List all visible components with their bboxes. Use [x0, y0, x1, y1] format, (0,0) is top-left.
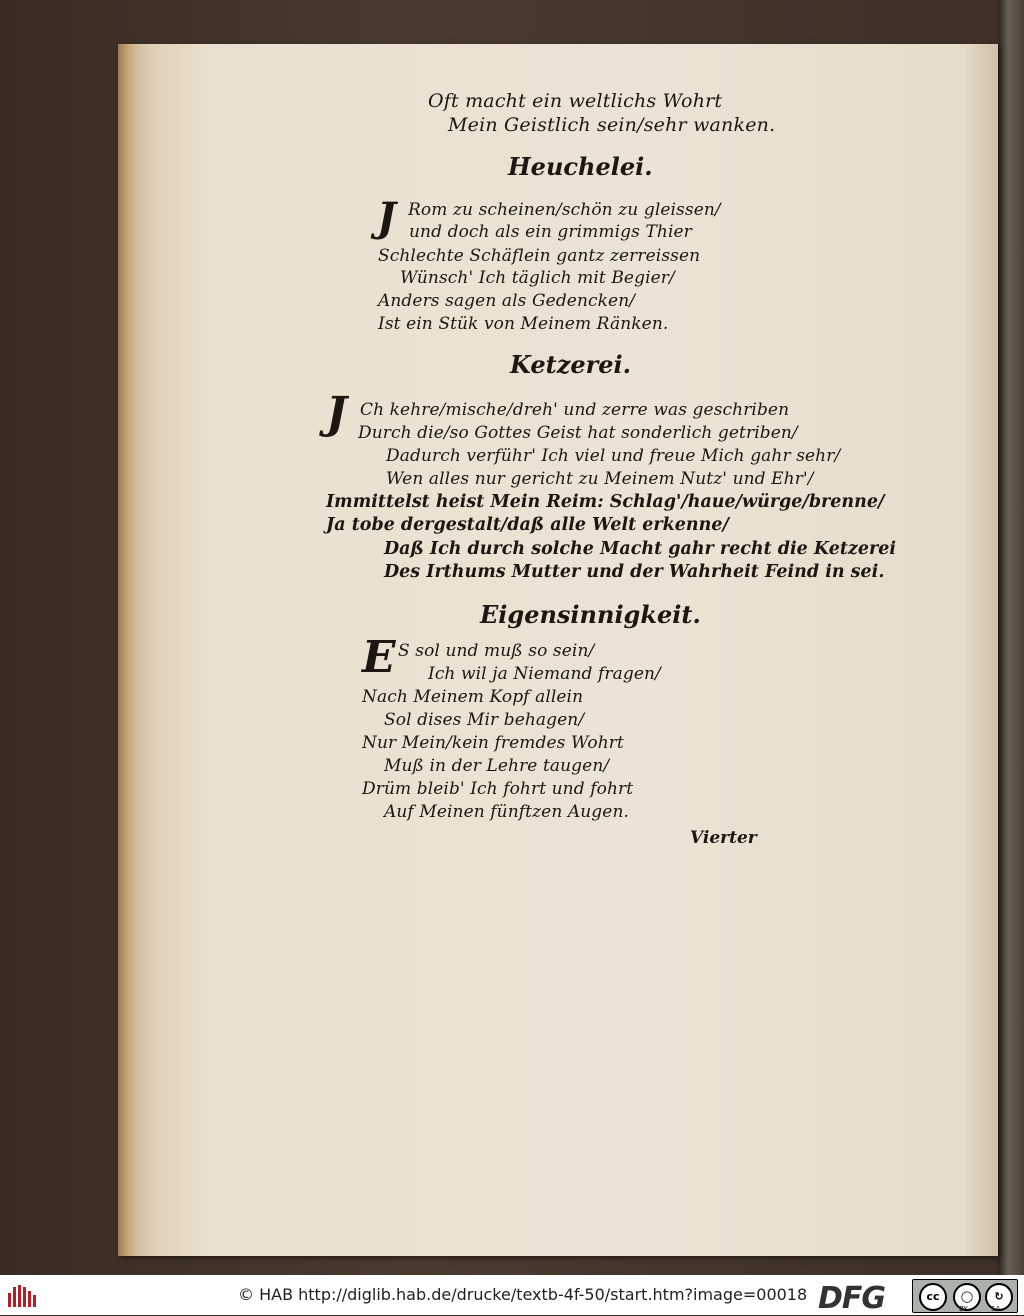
verse-line: Daß Ich durch solche Macht gahr recht die Ketzerei	[384, 539, 897, 559]
motto-line-1: Oft macht ein weltlichs Wohrt	[428, 90, 723, 112]
motto-line-2: Mein Geistlich sein/sehr wanken.	[448, 114, 776, 136]
dropcap-i: J	[326, 388, 347, 439]
copyright-link[interactable]: © HAB http://diglib.hab.de/drucke/textb-4f-50/start.htm?image=00018	[238, 1285, 808, 1304]
hab-logo-icon	[8, 1285, 38, 1307]
cc-license-badge[interactable]	[912, 1279, 1018, 1313]
heading-heuchelei: Heuchelei.	[508, 152, 653, 181]
heading-eigensinnigkeit: Eigensinnigkeit.	[480, 600, 701, 629]
verse-line: Nur Mein/kein fremdes Wohrt	[362, 733, 624, 753]
verse-line: Wünsch' Ich täglich mit Begier/	[400, 268, 675, 288]
dropcap-j: J	[377, 194, 396, 241]
catchword: Vierter	[690, 828, 757, 848]
dropcap-e: E	[362, 632, 396, 683]
verse-line: Ist ein Stük von Meinem Ränken.	[378, 314, 669, 334]
share-alike-icon: ↻	[985, 1283, 1013, 1311]
verse-line: Dadurch verführ' Ich viel und freue Mich gahr sehr/	[386, 446, 841, 466]
verse-line: Ich wil ja Niemand fragen/	[428, 664, 661, 684]
verse-line: Immittelst heist Mein Reim: Schlag'/haue/würge/brenne/	[326, 492, 885, 512]
verse-line: Rom zu scheinen/schön zu gleissen/	[408, 200, 721, 220]
verse-line: Sol dises Mir behagen/	[384, 710, 585, 730]
verse-line: S sol und muß so sein/	[398, 641, 595, 661]
attribution-icon: ◯	[953, 1283, 981, 1311]
verse-line: Ja tobe dergestalt/daß alle Welt erkenne/	[326, 515, 729, 535]
by-label: BY	[959, 1305, 968, 1313]
cc-icon: cc	[919, 1283, 947, 1311]
next-page-edge	[998, 0, 1024, 1275]
verse-line: Ch kehre/mische/dreh' und zerre was geschriben	[360, 400, 790, 420]
verse-line: Des Irthums Mutter und der Wahrheit Feind in sei.	[384, 562, 885, 582]
heading-ketzerei: Ketzerei.	[510, 350, 631, 379]
verse-line: Anders sagen als Gedencken/	[378, 291, 636, 311]
verse-line: Wen alles nur gericht zu Meinem Nutz' und Ehr'/	[386, 469, 814, 489]
verse-line: Auf Meinen fünftzen Augen.	[384, 802, 629, 822]
viewer-footer	[0, 1275, 1024, 1315]
verse-line: Schlechte Schäflein gantz zerreissen	[378, 246, 701, 266]
dfg-logo: DFG	[818, 1281, 886, 1316]
verse-line: Nach Meinem Kopf allein	[362, 687, 584, 707]
verse-line: Muß in der Lehre taugen/	[384, 756, 610, 776]
page-binding-edge	[118, 44, 136, 1256]
sa-label: SA	[991, 1305, 1001, 1313]
verse-line: Drüm bleib' Ich fohrt und fohrt	[362, 779, 634, 799]
verse-line: und doch als ein grimmigs Thier	[409, 222, 692, 242]
verse-line: Durch die/so Gottes Geist hat sonderlich getriben/	[358, 423, 798, 443]
